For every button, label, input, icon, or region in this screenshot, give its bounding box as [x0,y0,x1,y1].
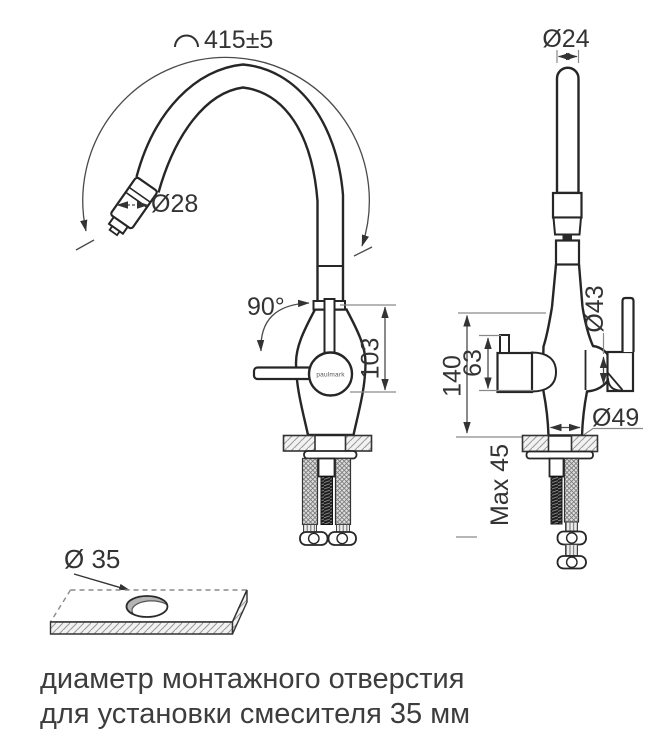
max-thickness-label: Max 45 [486,444,514,526]
neck-side [556,241,579,265]
arc-length-label: 415±5 [204,26,274,54]
body-diameter-label: Ø43 [581,285,609,333]
brand-logo: paulmark [316,371,345,379]
mounting-hole-diagram [51,544,248,634]
arc-dimension-ticks [76,240,372,256]
side-view-drawing [439,25,644,569]
filter-lever-block [498,353,533,392]
handle-lever-side [623,298,634,352]
hole-leader-arrow [74,574,130,591]
handle-rotation-label: 90° [247,293,285,321]
caption [40,663,470,730]
countertop-section-left [284,436,316,452]
hose-nut-side-2 [558,556,587,569]
filter-lever-tab [500,335,509,353]
handle-up-position [325,299,335,359]
caption-line-1: диаметр монтажного отверстия [40,663,465,695]
supply-hose-side [565,459,579,523]
filter-lever-height-label: 63 [459,349,487,377]
countertop-section-right [346,436,372,452]
spray-head-band-side [554,218,582,235]
arc-symbol-icon [175,36,198,48]
spout-height-label: 103 [356,337,385,380]
neck-flare [552,265,583,308]
hose-crimp-side-2 [566,545,578,556]
countertop-section-left-side [523,436,549,452]
mounting-flange [304,451,357,459]
front-view-drawing [76,26,396,545]
spout-column-side [557,68,579,193]
spout-diameter-label: Ø24 [542,25,590,53]
countertop-front-face [51,622,233,634]
spray-head-diameter-label: Ø28 [151,190,199,218]
shank [319,459,335,477]
base-diameter-label: Ø49 [592,404,640,432]
hose-crimp-side-1 [566,522,578,531]
shank-side [550,459,564,477]
handle-hinge-block [608,352,634,391]
caption-line-2: для установки смесителя 35 мм [40,698,471,730]
supply-hose-right [336,459,351,525]
countertop-section-right-side [572,436,598,452]
mounting-flange-side [527,452,594,459]
spout-column [318,266,344,301]
threaded-stud [321,477,333,525]
spray-head-collar-side [553,193,582,218]
total-height-label: 140 [438,355,467,397]
handle-side-position [254,368,313,380]
spout-inner-curve [159,88,318,267]
supply-hose-left [303,459,318,525]
spray-head [103,177,158,240]
hole-diameter-label: Ø 35 [64,544,121,574]
threaded-stud-side [551,477,562,525]
